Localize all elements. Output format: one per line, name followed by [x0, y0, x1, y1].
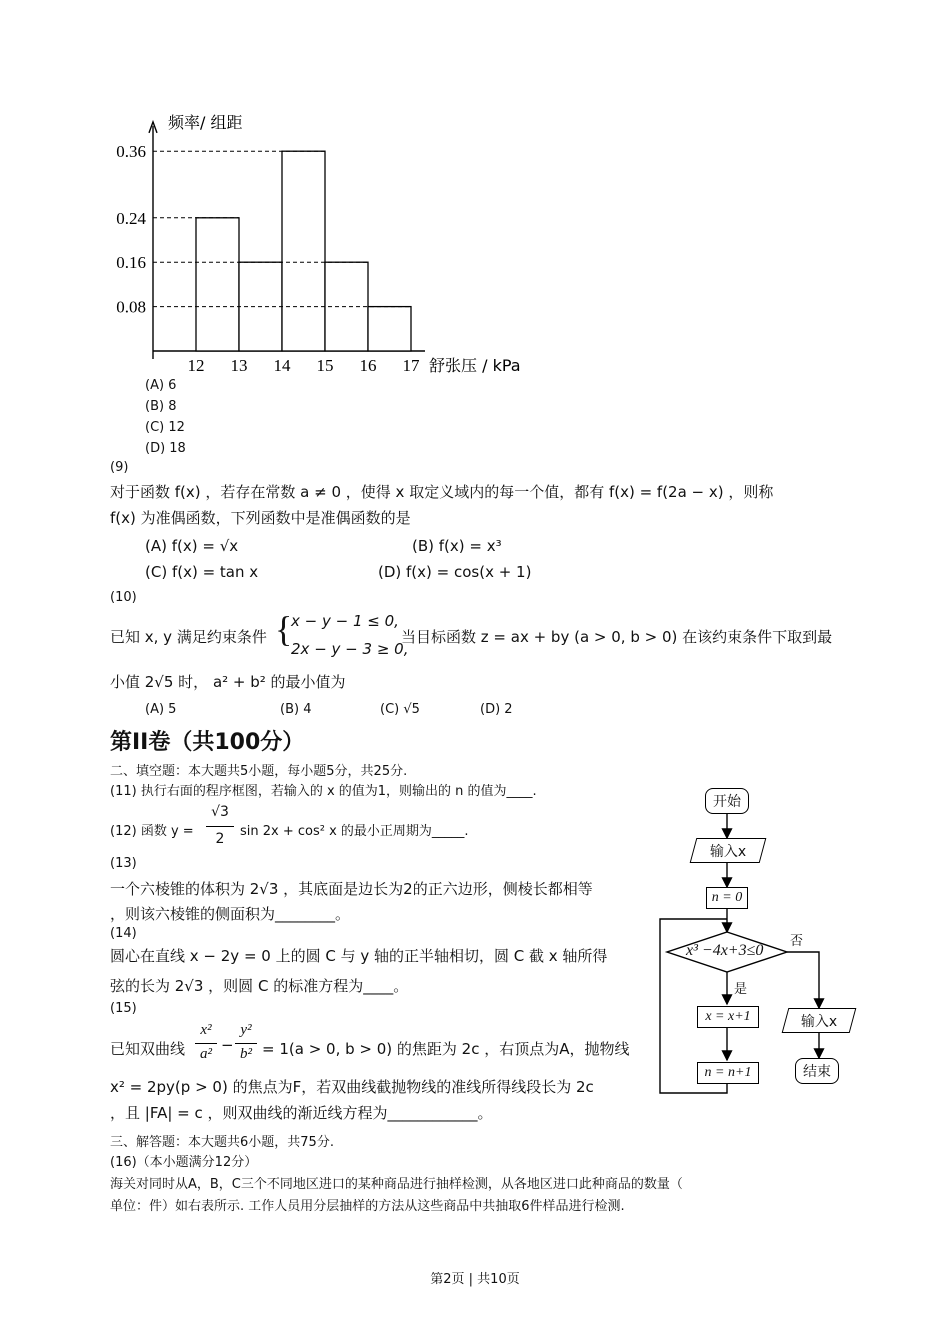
- histogram-bar: [368, 307, 411, 351]
- q15-frac1-num: x²: [200, 1022, 212, 1038]
- y-tick-label: 0.08: [116, 297, 146, 317]
- q14-number: (14): [110, 926, 137, 941]
- x-tick-label: 17: [402, 356, 420, 375]
- q8-option-a: (A) 6: [145, 378, 177, 393]
- q9-line1: 对于函数 f(x) ，若存在常数 a ≠ 0 ，使得 x 取定义域内的每一个值，都有 f(x) = f(2a − x) ，则称: [110, 483, 774, 501]
- q10-option-a: (A) 5: [145, 702, 177, 717]
- q13-line2: ，则该六棱锥的侧面积为________。: [110, 905, 351, 923]
- q12-frac-bar: [206, 826, 234, 827]
- flowchart-input: [690, 838, 767, 863]
- x-tick-label: 16: [359, 356, 377, 375]
- q10-brace: {: [275, 609, 293, 649]
- q9-option-b: (B) f(x) = x³: [412, 537, 502, 555]
- histogram-chart: [100, 100, 560, 390]
- q10-pre: 已知 x, y 满足约束条件: [110, 628, 267, 646]
- q13-number: (13): [110, 856, 137, 871]
- flowchart-input-label: 输入x: [709, 843, 747, 860]
- q15-frac2-num: y²: [240, 1022, 252, 1038]
- q11-text: (11) 执行右面的程序框图，若输入的 x 的值为1，则输出的 n 的值为____.: [110, 784, 537, 799]
- flowchart-output: [782, 1008, 857, 1033]
- q15-number: (15): [110, 1001, 137, 1016]
- q15-frac1-bar: [195, 1043, 217, 1044]
- q16-number: (16)（本小题满分12分）: [110, 1155, 258, 1170]
- histogram-bar: [282, 151, 325, 351]
- q14-line1: 圆心在直线 x − 2y = 0 上的圆 C 与 y 轴的正半轴相切，圆 C 截 x 轴所得: [110, 947, 608, 965]
- flowchart-init: n = 0: [706, 887, 748, 909]
- x-tick-label: 13: [230, 356, 248, 375]
- y-tick-label: 0.16: [116, 253, 146, 273]
- flowchart-output-label: 输入x: [800, 1013, 838, 1030]
- q10-option-d: (D) 2: [480, 702, 513, 717]
- q16-line1: 海关对同时从A，B，C三个不同地区进口的某种商品进行抽样检测，从各地区进口此种商品的数量（: [110, 1177, 683, 1192]
- page-footer: 第2页 | 共10页: [430, 1272, 520, 1287]
- part2-title: 第II卷（共100分）: [110, 730, 305, 755]
- y-tick-label: 0.24: [116, 208, 146, 228]
- histogram-bar: [196, 218, 239, 351]
- q14-line2: 弦的长为 2√3 ，则圆 C 的标准方程为____。: [110, 977, 409, 995]
- q8-option-d: (D) 18: [145, 441, 186, 456]
- q9-option-d: (D) f(x) = cos(x + 1): [378, 563, 532, 581]
- q10-constraint-2: 2x − y − 3 ≥ 0,: [291, 640, 409, 658]
- q10-post: 当目标函数 z = ax + by (a > 0, b > 0) 在该约束条件下取到最: [401, 628, 833, 646]
- section3-heading: 三、解答题：本大题共6小题，共75分.: [110, 1135, 334, 1150]
- q9-line2: f(x) 为准偶函数，下列函数中是准偶函数的是: [110, 509, 411, 527]
- q9-number: (9): [110, 460, 129, 475]
- q8-option-c: (C) 12: [145, 420, 185, 435]
- q16-line2: 单位：件）如右表所示. 工作人员用分层抽样的方法从这些商品中共抽取6件样品进行检测.: [110, 1199, 625, 1214]
- section2-heading: 二、填空题：本大题共5小题，每小题5分，共25分.: [110, 764, 408, 779]
- q15-line3: ，且 |FA| = c ，则双曲线的渐近线方程为____________。: [110, 1104, 493, 1122]
- flowchart-yes-label: 是: [734, 982, 748, 997]
- flowchart-end: 结束: [795, 1058, 839, 1084]
- q9-option-c: (C) f(x) = tan x: [145, 563, 259, 581]
- x-tick-label: 14: [273, 356, 291, 375]
- x-tick-label: 12: [187, 356, 205, 375]
- q15-frac2-den: b²: [240, 1046, 252, 1062]
- q10-line2: 小值 2√5 时， a² + b² 的最小值为: [110, 673, 346, 691]
- q10-option-c: (C) √5: [380, 702, 420, 717]
- q10-constraint-1: x − y − 1 ≤ 0,: [291, 612, 399, 630]
- flowchart-condition: x³ −4x+3≤0: [686, 942, 764, 959]
- q15-frac1-den: a²: [200, 1046, 212, 1062]
- q12-post: sin 2x + cos² x 的最小正周期为_____.: [240, 824, 469, 839]
- x-axis-label: 舒张压 / kPa: [429, 356, 521, 375]
- flowchart-step-x: x = x+1: [697, 1006, 759, 1028]
- x-tick-label: 15: [316, 356, 334, 375]
- flowchart-step-n: n = n+1: [697, 1062, 759, 1084]
- q15-line2: x² = 2py(p > 0) 的焦点为F，若双曲线截抛物线的准线所得线段长为 2c: [110, 1078, 594, 1096]
- q15-post: = 1(a > 0, b > 0) 的焦距为 2c ，右顶点为A，抛物线: [262, 1040, 630, 1058]
- q12-pre: (12) 函数 y =: [110, 824, 194, 839]
- y-axis-label: 频率/ 组距: [168, 112, 243, 132]
- flowchart-start: 开始: [705, 788, 749, 814]
- q13-line1: 一个六棱锥的体积为 2√3 ，其底面是边长为2的正六边形，侧棱长都相等: [110, 880, 593, 898]
- q10-number: (10): [110, 590, 137, 605]
- q15-minus: −: [221, 1036, 234, 1054]
- q8-option-b: (B) 8: [145, 399, 177, 414]
- q10-option-b: (B) 4: [280, 702, 312, 717]
- flowchart-no-label: 否: [790, 934, 804, 949]
- q15-frac2-bar: [235, 1043, 257, 1044]
- q9-option-a: (A) f(x) = √x: [145, 537, 239, 555]
- y-tick-label: 0.36: [116, 142, 146, 162]
- q15-pre: 已知双曲线: [110, 1040, 186, 1058]
- q12-frac-num: √3: [211, 804, 229, 820]
- q12-frac-den: 2: [215, 831, 225, 847]
